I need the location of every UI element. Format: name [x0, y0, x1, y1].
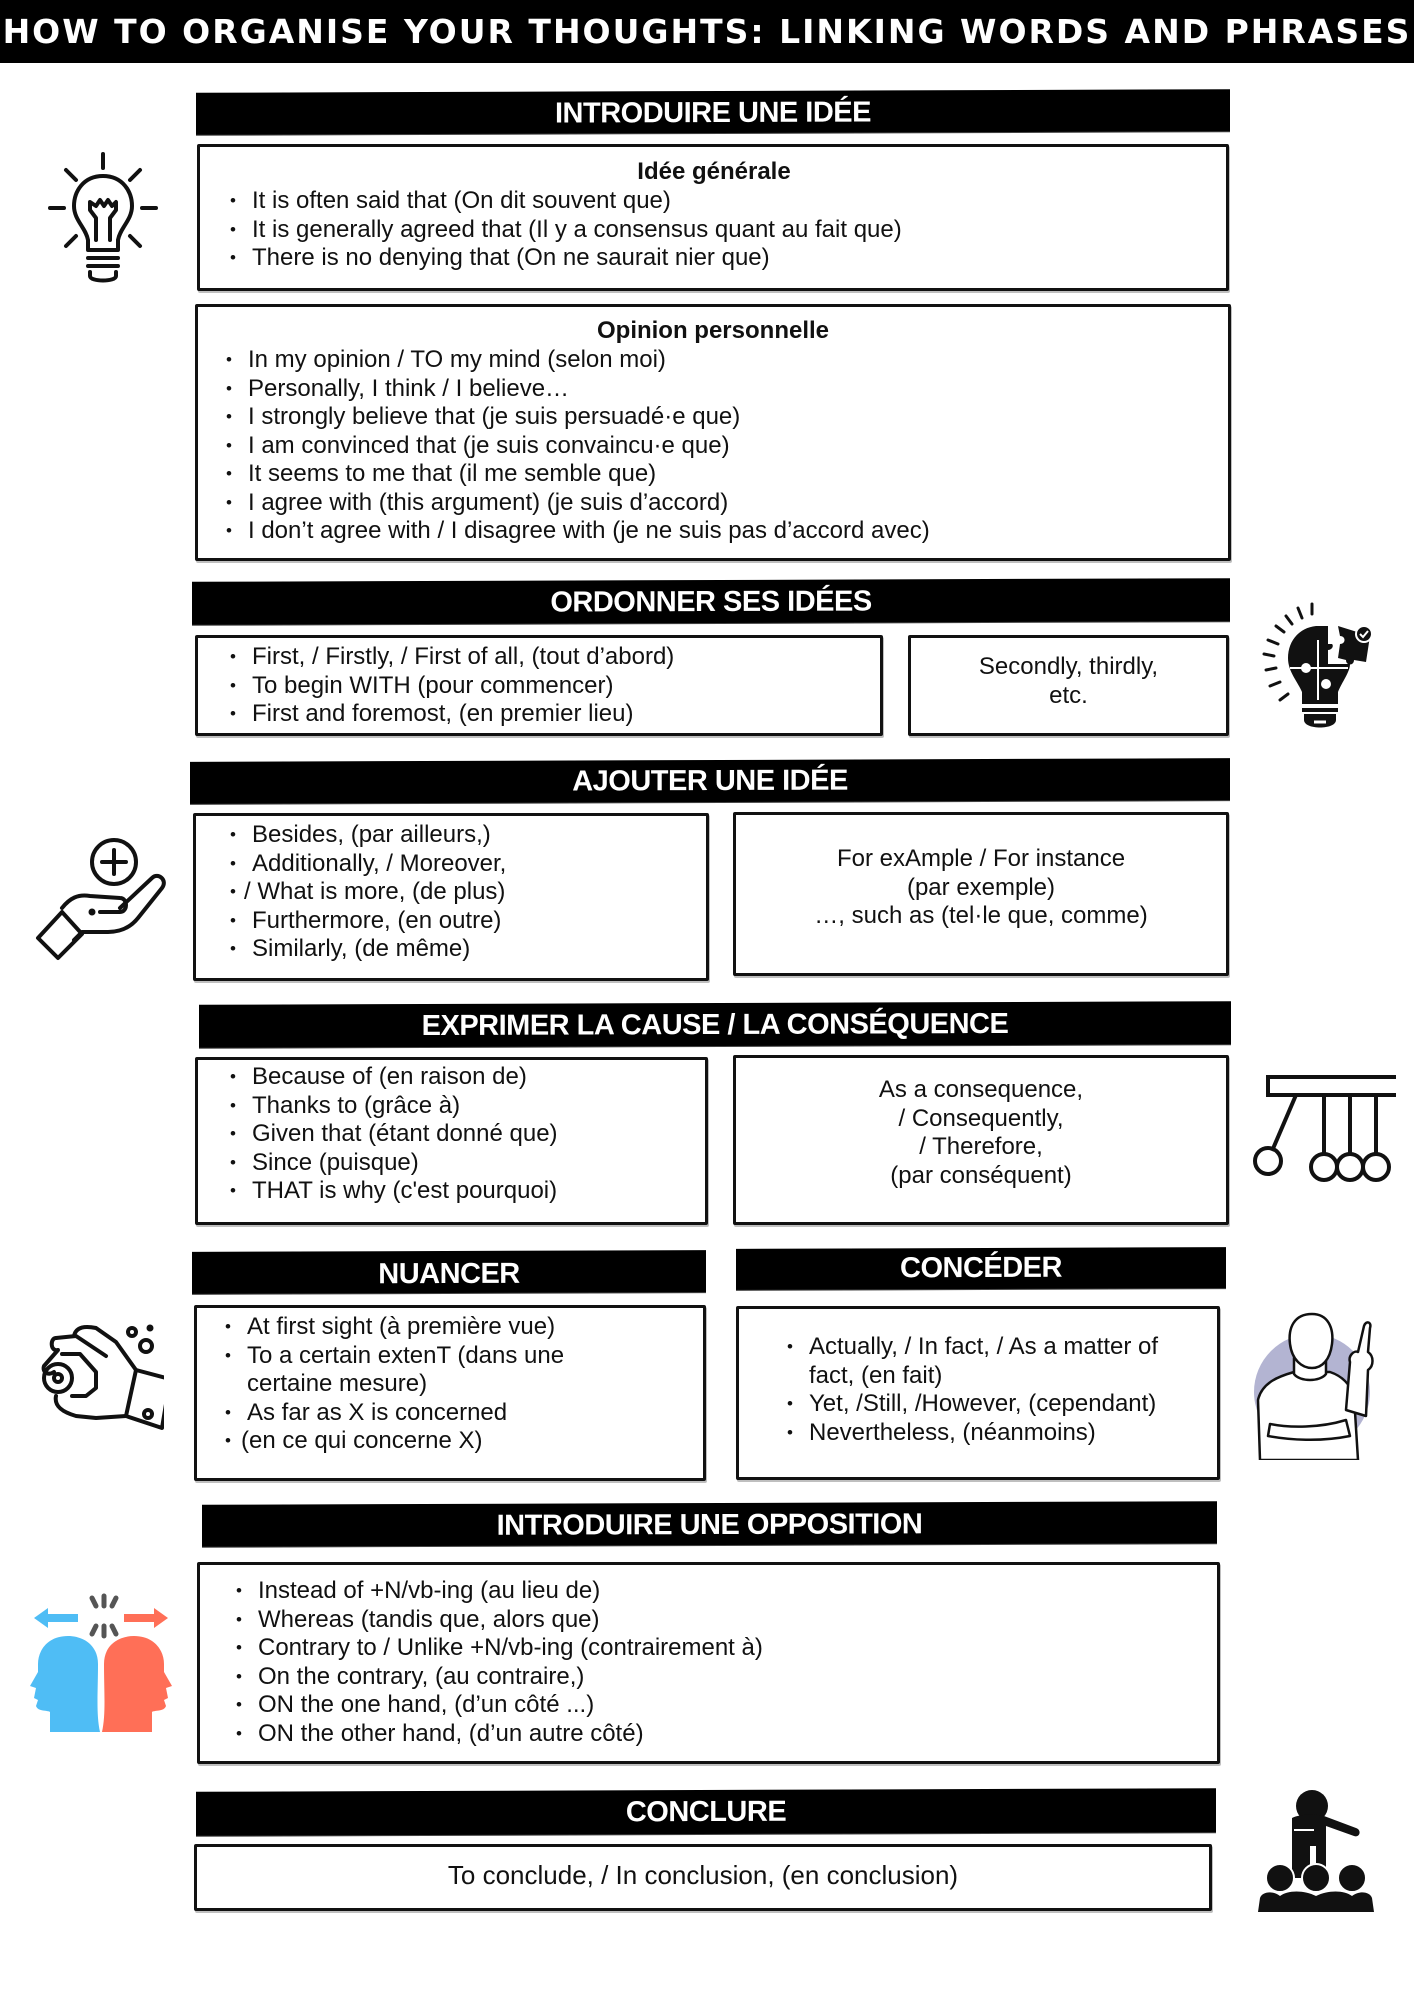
consequence-line: (par conséquent): [890, 1161, 1072, 1189]
list-item: • Furthermore, (en outre): [222, 907, 696, 936]
list-item: • First and foremost, (en premier lieu): [222, 700, 870, 729]
list-item-continuation: [217, 1427, 693, 1456]
consequence-line: / Therefore,: [919, 1133, 1043, 1160]
list-item: • THAT is why (c'est pourquoi): [222, 1177, 695, 1206]
list-item: • ON the other hand, (d’un autre côté): [228, 1720, 1207, 1749]
nuance-list: [217, 1313, 693, 1456]
list-item: • There is no denying that (On ne saurait nier que): [222, 244, 1206, 273]
section-header-introduire: [196, 89, 1230, 135]
example-line: (par exemple): [906, 873, 1056, 901]
section-header-nuancer: [192, 1250, 706, 1294]
example-box: [733, 812, 1229, 976]
cause-list: [222, 1063, 695, 1206]
list-item: • It is often said that (On dit souvent que): [222, 187, 1206, 216]
section-header-cause: [199, 1001, 1231, 1048]
example-line: …, such as (tel·le que, comme): [814, 902, 1148, 929]
adding-box: [193, 813, 709, 981]
list-item: • Personally, I think / I believe…: [218, 375, 1208, 404]
section-header-text: INTRODUIRE UNE IDÉE: [555, 96, 871, 130]
list-item: • It is generally agreed that (Il y a consensus quant au fait que): [222, 216, 1206, 245]
concede-box: [736, 1306, 1220, 1480]
hand-plus-icon: [34, 836, 168, 962]
list-item: • To a certain extenT (dans une certaine mesure): [217, 1342, 693, 1399]
consequence-line: As a consequence,: [878, 1076, 1084, 1103]
adding-list: [222, 821, 696, 964]
continuation-text: (en ce qui concerne X): [241, 1427, 483, 1454]
puzzle-lightbulb-icon: [1258, 600, 1378, 732]
list-item: • Contrary to / Unlike +N/vb-ing (contrairement à): [228, 1634, 1207, 1663]
continuation-text: / What is more, (de plus): [244, 878, 506, 905]
list-item: • Instead of +N/vb-ing (au lieu de): [228, 1577, 1207, 1606]
newtons-cradle-icon: [1246, 1075, 1396, 1195]
general-idea-subtitle: Idée générale: [637, 158, 791, 185]
ordering-list: [222, 643, 870, 729]
personal-opinion-list: [218, 346, 1208, 546]
ordering-side-box: [908, 635, 1229, 736]
section-header-text: ORDONNER SES IDÉES: [550, 585, 872, 619]
section-header-conceder: [736, 1247, 1226, 1290]
list-item: • Nevertheless, (néanmoins): [779, 1419, 1197, 1448]
list-item: • It seems to me that (il me semble que): [218, 460, 1208, 489]
list-item: • Besides, (par ailleurs,): [222, 821, 696, 850]
consequence-line: / Consequently,: [898, 1104, 1064, 1132]
list-item: • I am convinced that (je suis convaincu·e que): [218, 432, 1208, 461]
list-item: • ON the one hand, (d’un côté ...): [228, 1691, 1207, 1720]
opposing-heads-icon: [20, 1592, 180, 1734]
list-item: • Given that (étant donné que): [222, 1120, 695, 1149]
example-line: For exAmple / For instance: [836, 845, 1126, 872]
section-header-text: AJOUTER UNE IDÉE: [572, 764, 848, 798]
conclude-text: To conclude, / In conclusion, (en conclusion): [447, 1860, 959, 1890]
section-header-text: INTRODUIRE UNE OPPOSITION: [496, 1508, 923, 1542]
list-item: • Since (puisque): [222, 1149, 695, 1178]
general-idea-list: [222, 187, 1206, 273]
general-idea-box: [197, 144, 1229, 291]
list-item: • At first sight (à première vue): [217, 1313, 693, 1342]
personal-opinion-subtitle: Opinion personnelle: [596, 317, 830, 344]
section-header-text: NUANCER: [378, 1257, 520, 1291]
pinching-hand-icon: [36, 1314, 164, 1434]
section-header-ajouter: [190, 758, 1230, 804]
list-item: • I strongly believe that (je suis persuadé·e que): [218, 403, 1208, 432]
ordering-side-line: Secondly, thirdly,: [978, 653, 1159, 680]
list-item: • Similarly, (de même): [222, 935, 696, 964]
ordering-side-line: etc.: [1049, 681, 1088, 709]
section-header-text: CONCÉDER: [900, 1251, 1062, 1285]
section-header-text: CONCLURE: [625, 1795, 787, 1829]
list-item: • I agree with (this argument) (je suis d’accord): [218, 489, 1208, 518]
list-item: • Whereas (tandis que, alors que): [228, 1606, 1207, 1635]
list-item-continuation: [222, 878, 696, 907]
section-header-conclure: [196, 1788, 1216, 1836]
nuance-box: [194, 1305, 706, 1481]
consequence-box: [733, 1055, 1229, 1225]
section-header-ordonner: [192, 578, 1230, 625]
list-item: • In my opinion / TO my mind (selon moi): [218, 346, 1208, 375]
personal-opinion-box: [195, 304, 1231, 561]
list-item: • Thanks to (grâce à): [222, 1092, 695, 1121]
conclude-box: [194, 1844, 1212, 1911]
list-item: • Additionally, / Moreover,: [222, 850, 696, 879]
list-item: • Actually, / In fact, / As a matter of fact, (en fait): [779, 1333, 1197, 1390]
ordering-box: [195, 635, 883, 736]
lightbulb-icon: [38, 148, 168, 288]
list-item: • To begin WITH (pour commencer): [222, 672, 870, 701]
person-raising-finger-icon: [1250, 1300, 1380, 1460]
opposition-list: [228, 1577, 1207, 1748]
speaker-audience-icon: [1256, 1786, 1376, 1912]
list-item: • First, / Firstly, / First of all, (tout d’abord): [222, 643, 870, 672]
section-header-text: EXPRIMER LA CAUSE / LA CONSÉQUENCE: [421, 1007, 1009, 1043]
list-item: • As far as X is concerned: [217, 1399, 693, 1428]
list-item: • Yet, /Still, /However, (cependant): [779, 1390, 1197, 1419]
list-item: • Because of (en raison de): [222, 1063, 695, 1092]
opposition-box: [197, 1562, 1220, 1764]
section-header-opposition: [202, 1501, 1217, 1547]
list-item: • On the contrary, (au contraire,): [228, 1663, 1207, 1692]
concede-list: [779, 1333, 1197, 1447]
page-title: HOW TO ORGANISE YOUR THOUGHTS: LINKING WORDS AND PHRASES: [0, 0, 1414, 63]
cause-box: [195, 1057, 708, 1225]
list-item: • I don’t agree with / I disagree with (je ne suis pas d’accord avec): [218, 517, 1208, 546]
